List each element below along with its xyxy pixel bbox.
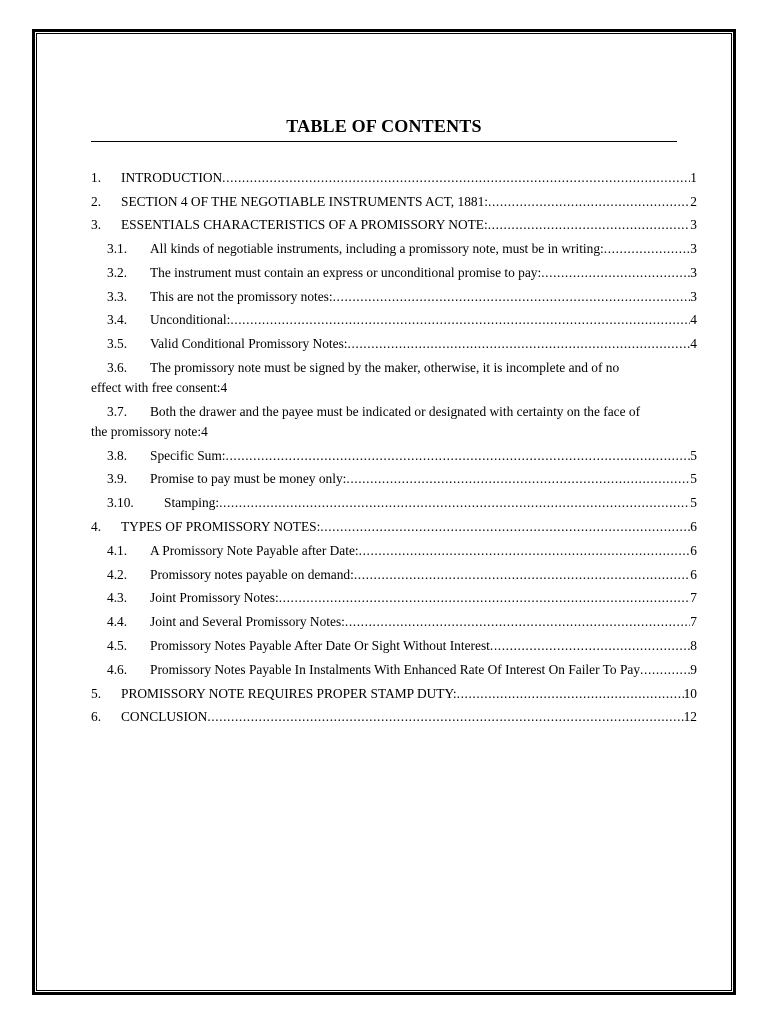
toc-text: Promise to pay must be money only:	[150, 471, 347, 487]
toc-entry-3-10[interactable]	[107, 493, 697, 513]
toc-page: 6	[690, 519, 697, 535]
toc-page: 3	[690, 241, 697, 257]
toc-entry-4-5[interactable]	[107, 636, 697, 656]
toc-text: CONCLUSION	[121, 709, 208, 725]
toc-number: 4.1.	[107, 542, 128, 558]
toc-page: 4	[201, 423, 208, 439]
toc-text: Promissory Notes Payable After Date Or Sight Without Interest	[150, 637, 490, 653]
toc-text: This are not the promissory notes:	[150, 288, 333, 304]
toc-leader	[219, 493, 690, 513]
toc-number: 5.	[91, 685, 102, 701]
toc-number: 4.6.	[107, 661, 128, 677]
toc-page: 9	[690, 661, 697, 677]
toc-page: 6	[690, 542, 697, 558]
toc-number: 4.4.	[107, 614, 128, 630]
toc-entry-5[interactable]	[91, 684, 697, 704]
toc-page: 2	[690, 193, 697, 209]
toc-text-continued: the promissory note:	[91, 423, 202, 439]
toc-leader	[230, 310, 690, 330]
toc-page: 12	[683, 709, 697, 725]
toc-entry-3-4[interactable]	[107, 310, 697, 330]
toc-text: Unconditional:	[150, 312, 231, 328]
toc-leader	[488, 215, 691, 235]
toc-page: 4	[690, 312, 697, 328]
toc-number: 3.3.	[107, 288, 128, 304]
page-title: TABLE OF CONTENTS	[286, 116, 482, 136]
toc-number: 3.2.	[107, 264, 128, 280]
toc-page: 7	[690, 590, 697, 606]
toc-text: Joint Promissory Notes:	[150, 590, 279, 606]
toc-number: 3.4.	[107, 312, 128, 328]
toc-text: The promissory note must be signed by the maker, otherwise, it is incomplete and of no	[150, 360, 620, 376]
toc-entry-3-2[interactable]	[107, 263, 697, 283]
toc-text: ESSENTIALS CHARACTERISTICS OF A PROMISSORY NOTE:	[121, 217, 488, 233]
toc-number: 3.5.	[107, 336, 128, 352]
toc-number: 1.	[91, 170, 102, 185]
toc-page: 4	[220, 380, 228, 396]
toc-leader	[279, 588, 691, 608]
toc-text: Promissory Notes Payable In Instalments With Enhanced Rate Of Interest On Failer To Pay	[150, 661, 641, 677]
toc-number: 4.	[91, 519, 102, 535]
title-underline	[91, 141, 677, 142]
toc-leader	[226, 446, 691, 466]
toc-text: A Promissory Note Payable after Date:	[150, 542, 359, 558]
toc-entry-3-6[interactable]	[91, 358, 697, 398]
toc-number: 6.	[91, 709, 102, 725]
toc-entry-3-5[interactable]	[107, 334, 697, 354]
toc-text: Both the drawer and the payee must be indicated or designated with certainty on the face of	[150, 403, 641, 419]
toc-number: 4.5.	[107, 637, 128, 653]
toc-leader	[359, 541, 691, 561]
toc-text: The instrument must contain an express or unconditional promise to pay:	[150, 264, 542, 280]
table-of-contents	[91, 168, 697, 731]
toc-page: 5	[690, 447, 697, 463]
toc-leader	[488, 192, 690, 212]
toc-leader	[354, 565, 690, 585]
toc-number: 4.2.	[107, 566, 128, 582]
toc-entry-4[interactable]	[91, 517, 697, 537]
toc-leader	[207, 707, 683, 727]
toc-number: 4.3.	[107, 590, 128, 606]
toc-number: 3.7.	[107, 403, 128, 419]
toc-entry-4-2[interactable]	[107, 565, 697, 585]
toc-page: 3	[690, 217, 697, 233]
toc-leader	[345, 612, 690, 632]
toc-text: TYPES OF PROMISSORY NOTES:	[121, 519, 321, 535]
toc-entry-3-9[interactable]	[107, 469, 697, 489]
toc-entry-3-7[interactable]	[91, 402, 697, 442]
toc-entry-6[interactable]	[91, 707, 697, 727]
toc-text: INTRODUCTION	[121, 170, 223, 185]
toc-page: 4	[690, 336, 697, 352]
toc-entry-3-1[interactable]	[107, 239, 697, 259]
toc-text: Stamping:	[164, 495, 220, 511]
toc-entry-3-8[interactable]	[107, 446, 697, 466]
toc-number: 3.8.	[107, 447, 128, 463]
toc-leader	[457, 684, 684, 704]
toc-leader	[490, 636, 690, 656]
toc-page: 3	[690, 264, 697, 280]
toc-entry-3-3[interactable]	[107, 287, 697, 307]
toc-page: 7	[690, 614, 697, 630]
toc-leader	[320, 517, 690, 537]
toc-text: All kinds of negotiable instruments, including a promissory note, must be in writing:	[150, 241, 604, 257]
toc-text: PROMISSORY NOTE REQUIRES PROPER STAMP DUTY:	[121, 685, 457, 701]
toc-entry-4-1[interactable]	[107, 541, 697, 561]
toc-text: Specific Sum:	[150, 447, 226, 463]
toc-text: Joint and Several Promissory Notes:	[150, 614, 345, 630]
toc-leader	[640, 660, 690, 680]
toc-entry-4-3[interactable]	[107, 588, 697, 608]
toc-number: 3.1.	[107, 241, 128, 257]
toc-leader	[346, 469, 690, 489]
toc-leader	[222, 168, 690, 188]
toc-leader	[604, 239, 691, 259]
toc-leader	[541, 263, 690, 283]
toc-page: 6	[690, 566, 697, 582]
toc-number: 3.6.	[107, 360, 128, 376]
toc-leader	[348, 334, 691, 354]
toc-page: 1	[690, 170, 697, 185]
toc-entry-4-6[interactable]	[107, 660, 697, 680]
toc-number: 3.10.	[107, 495, 134, 511]
toc-leader	[333, 287, 691, 307]
toc-page: 5	[690, 495, 697, 511]
toc-entry-1[interactable]	[91, 168, 697, 188]
toc-text: Promissory notes payable on demand:	[150, 566, 354, 582]
toc-number: 3.9.	[107, 471, 128, 487]
toc-entry-4-4[interactable]	[107, 612, 697, 632]
toc-page: 5	[690, 471, 697, 487]
toc-text-continued: effect with free consent:	[91, 380, 221, 396]
toc-page: 3	[690, 288, 697, 304]
toc-page: 10	[683, 685, 697, 701]
toc-entry-2[interactable]	[91, 192, 697, 212]
toc-entry-3[interactable]	[91, 215, 697, 235]
toc-number: 3.	[91, 217, 102, 233]
toc-text: SECTION 4 OF THE NEGOTIABLE INSTRUMENTS ACT, 1881:	[121, 193, 488, 209]
toc-text: Valid Conditional Promissory Notes:	[150, 336, 348, 352]
toc-page: 8	[690, 637, 697, 653]
toc-number: 2.	[91, 193, 102, 209]
